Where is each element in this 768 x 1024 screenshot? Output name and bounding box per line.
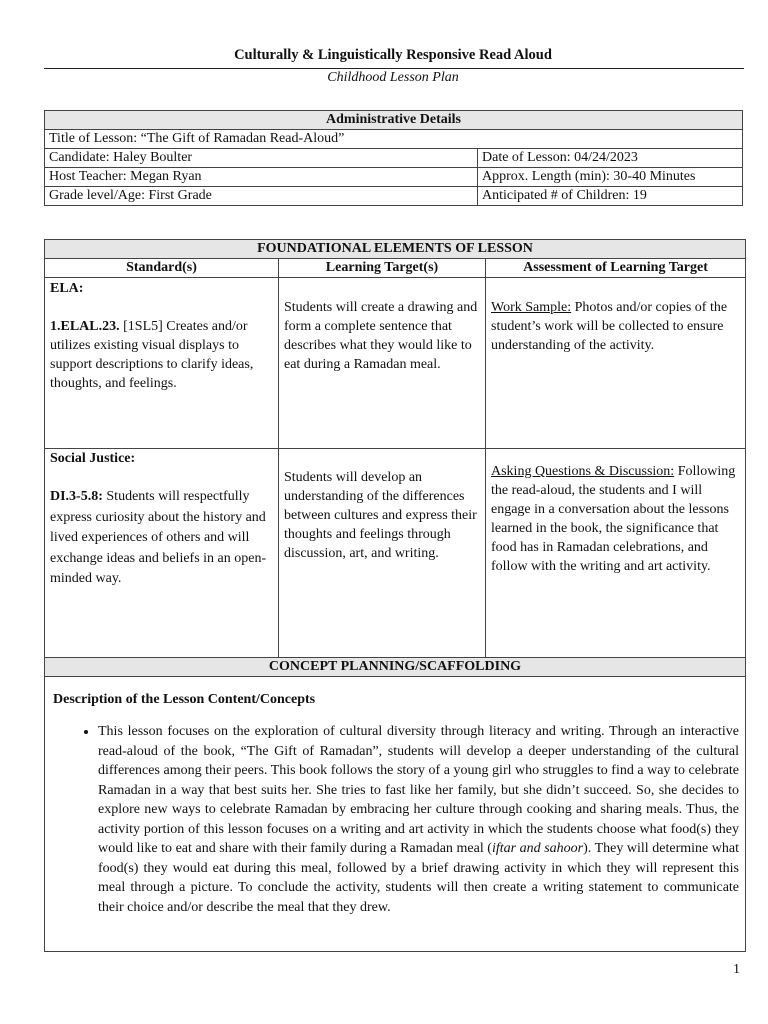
concept-subheading: Description of the Lesson Content/Concepts bbox=[53, 692, 316, 707]
candidate: Candidate: Haley Boulter bbox=[45, 149, 478, 168]
grade-level: Grade level/Age: First Grade bbox=[45, 187, 478, 206]
concept-heading: CONCEPT PLANNING/SCAFFOLDING bbox=[45, 658, 746, 677]
column-header-targets: Learning Target(s) bbox=[279, 259, 486, 278]
social-justice-assessment-cell bbox=[486, 449, 746, 658]
ela-standard-cell bbox=[45, 278, 279, 449]
social-justice-target-cell bbox=[279, 449, 486, 658]
page-number: 1 bbox=[733, 962, 740, 977]
social-justice-label: Social Justice: bbox=[50, 451, 136, 466]
host-teacher: Host Teacher: Megan Ryan bbox=[45, 168, 478, 187]
social-justice-assessment-label: Asking Questions & Discussion: bbox=[491, 464, 675, 479]
document-title: Culturally & Linguistically Responsive Read Aloud bbox=[234, 47, 552, 63]
ela-target-cell bbox=[279, 278, 486, 449]
ela-standard-code: 1.ELAL.23. bbox=[50, 319, 120, 334]
ela-assessment-label: Work Sample: bbox=[491, 300, 572, 315]
concept-bullet-italic: iftar and sahoor bbox=[491, 841, 584, 856]
ela-standard-text: [1SL5] Creates and/or utilizes existing visual displays to support descriptions to clarify ideas, thoughts, and feelings. bbox=[50, 319, 254, 391]
social-justice-standard-text: Students will respectfully express curiosity about the history and lived experiences of others and will exchange ideas and beliefs in an open-minded way. bbox=[50, 489, 267, 586]
ela-target: Students will create a drawing and form a complete sentence that describes what they would like to eat during a Ramadan meal. bbox=[284, 300, 478, 372]
concept-bullet bbox=[98, 722, 739, 917]
column-header-standards: Standard(s) bbox=[45, 259, 279, 278]
concept-body bbox=[45, 677, 746, 952]
concept-list bbox=[51, 722, 739, 917]
title-rule bbox=[44, 68, 744, 69]
ela-assessment-text: Photos and/or copies of the student’s work will be collected to ensure understanding of the activity. bbox=[491, 300, 728, 353]
children-count: Anticipated # of Children: 19 bbox=[478, 187, 743, 206]
foundational-heading: FOUNDATIONAL ELEMENTS OF LESSON bbox=[45, 240, 746, 259]
foundational-elements-table bbox=[44, 239, 746, 952]
column-header-assessment: Assessment of Learning Target bbox=[486, 259, 746, 278]
lesson-title: Title of Lesson: “The Gift of Ramadan Read-Aloud” bbox=[45, 130, 743, 149]
ela-assessment-cell bbox=[486, 278, 746, 449]
ela-label: ELA: bbox=[50, 281, 84, 296]
document-subtitle: Childhood Lesson Plan bbox=[327, 70, 459, 85]
concept-bullet-part1: This lesson focuses on the exploration of cultural diversity through literacy and writing. Through an interactive read-aloud of the book, “The Gift of Ramadan”, students will develop a deeper understanding of the cultural differences among their peers. This book follows the story of a young girl who struggles to find a way to celebrate Ramadan in a way that best suits her. She tries to fast like her family, but she didn’t succeed. So, she decides to explore new ways to celebrate Ramadan by embracing her culture through cooking and sharing meals. Thus, the activity portion of this lesson focuses on a writing and art activity in which the students choose what food(s) they would like to eat and share with their family during a Ramadan meal ( bbox=[98, 724, 740, 856]
social-justice-assessment-text: Following the read-aloud, the students and I will engage in a conversation about the lessons learned in the book, the significance that food has in Ramadan celebrations, and follow with the writing and art activity. bbox=[491, 464, 736, 574]
social-justice-target: Students will develop an understanding of the differences between cultures and express their thoughts and feelings through discussion, art, and writing. bbox=[284, 470, 477, 561]
lesson-date: Date of Lesson: 04/24/2023 bbox=[478, 149, 743, 168]
social-justice-standard-code: DI.3-5.8: bbox=[50, 489, 103, 504]
social-justice-standard-cell bbox=[45, 449, 279, 658]
concept-bullet-part2: ). They will determine what food(s) they would eat during this meal, followed by a brief drawing activity in which they will represent this meal through a picture. To conclude the activity, students will then create a writing statement to communicate their choice and/or describe the meal that they drew. bbox=[98, 841, 740, 915]
admin-heading: Administrative Details bbox=[45, 111, 743, 130]
lesson-length: Approx. Length (min): 30-40 Minutes bbox=[478, 168, 743, 187]
administrative-details-table bbox=[44, 110, 743, 206]
